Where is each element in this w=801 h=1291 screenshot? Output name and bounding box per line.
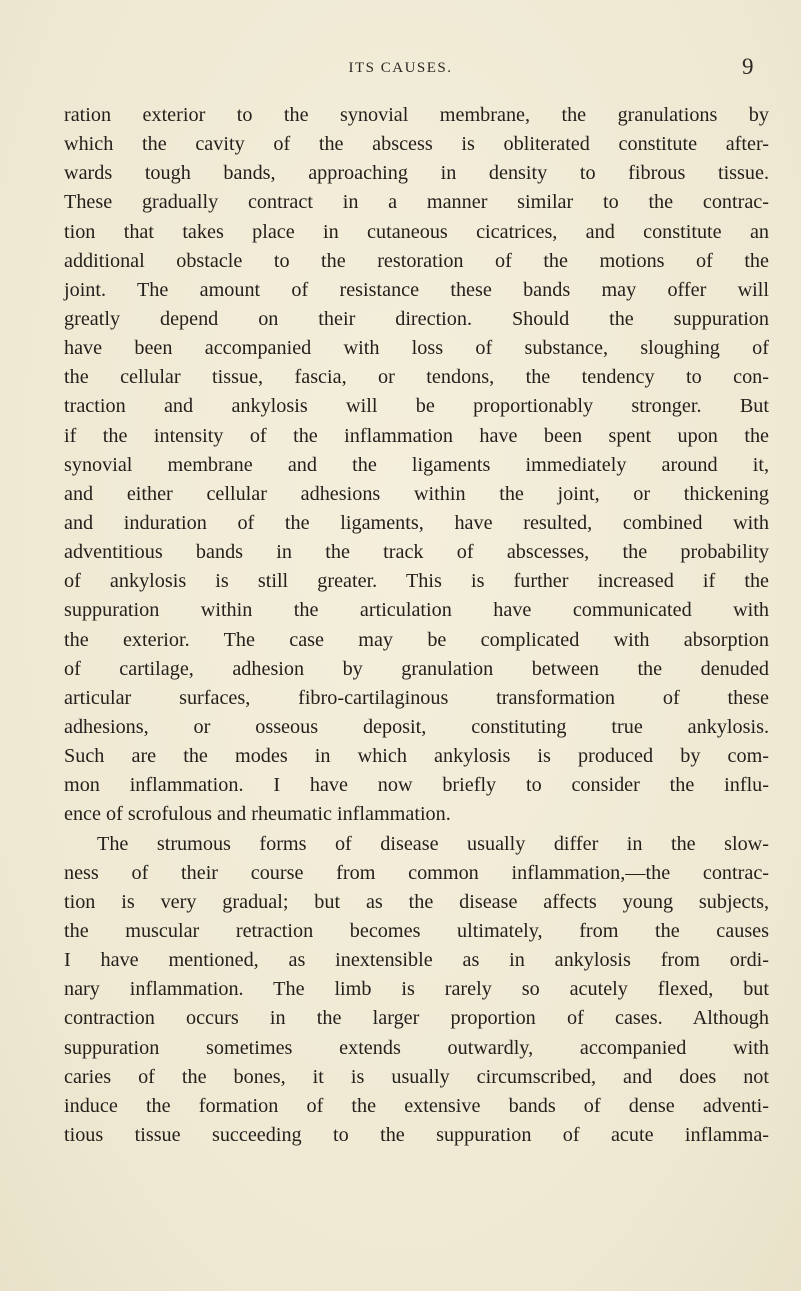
text-line: suppuration within the articulation have communicated with — [64, 599, 769, 622]
text-line: of ankylosis is still greater. This is further increased if the — [64, 570, 769, 593]
text-line: articular surfaces, fibro-cartilaginous transformation of these — [64, 686, 769, 709]
text-line: tion that takes place in cutaneous cicatrices, and constitute an — [64, 220, 769, 243]
text-line: have been accompanied with loss of substance, sloughing of — [64, 337, 769, 360]
text-line: ration exterior to the synovial membrane, the granulations by — [64, 104, 769, 126]
page-number: 9 — [742, 54, 754, 79]
text-line: Such are the modes in which ankylosis is produced by com- — [64, 745, 769, 768]
text-line: tious tissue succeeding to the suppuration of acute inflamma- — [64, 1123, 769, 1146]
text-line: the muscular retraction becomes ultimately, from the causes — [64, 919, 769, 942]
text-line: I have mentioned, as inextensible as in ankylosis from ordi- — [64, 949, 769, 972]
text-line: additional obstacle to the restoration of the motions of the — [64, 249, 769, 272]
page-header — [0, 54, 801, 84]
text-line: greatly depend on their direction. Should the suppuration — [64, 307, 769, 330]
text-line: These gradually contract in a manner similar to the contrac- — [64, 191, 769, 214]
paragraph-start-line: The strumous forms of disease usually differ in the slow- — [97, 832, 769, 855]
text-line: if the intensity of the inflammation have been spent upon the — [64, 424, 769, 447]
text-line: synovial membrane and the ligaments immediately around it, — [64, 453, 769, 476]
text-line: caries of the bones, it is usually circumscribed, and does not — [64, 1065, 769, 1088]
text-line: and induration of the ligaments, have resulted, combined with — [64, 511, 769, 534]
text-line: adhesions, or osseous deposit, constituting true ankylosis. — [64, 715, 769, 738]
text-line: traction and ankylosis will be proportionably stronger. But — [64, 395, 769, 418]
text-line: the cellular tissue, fascia, or tendons, the tendency to con- — [64, 366, 769, 389]
text-line: which the cavity of the abscess is obliterated constitute after- — [64, 133, 769, 156]
text-line: wards tough bands, approaching in density to fibrous tissue. — [64, 162, 769, 185]
text-line: adventitious bands in the track of abscesses, the probability — [64, 541, 769, 564]
text-line: nary inflammation. The limb is rarely so acutely flexed, but — [64, 978, 769, 1001]
running-title: ITS CAUSES. — [348, 60, 453, 76]
text-line: the exterior. The case may be complicated with absorption — [64, 628, 769, 651]
text-line: mon inflammation. I have now briefly to consider the influ- — [64, 774, 769, 797]
body-text — [64, 101, 769, 1150]
text-line: induce the formation of the extensive bands of dense adventi- — [64, 1094, 769, 1117]
paragraph-end-line: ence of scrofulous and rheumatic inflammation. — [64, 803, 451, 826]
text-line: and either cellular adhesions within the joint, or thickening — [64, 482, 769, 505]
text-line: tion is very gradual; but as the disease affects young subjects, — [64, 890, 769, 913]
text-line: joint. The amount of resistance these bands may offer will — [64, 278, 769, 301]
text-line: suppuration sometimes extends outwardly, accompanied with — [64, 1036, 769, 1059]
text-line: contraction occurs in the larger proportion of cases. Although — [64, 1007, 769, 1030]
text-line: ness of their course from common inflammation,—the contrac- — [64, 861, 769, 884]
text-line: of cartilage, adhesion by granulation between the denuded — [64, 657, 769, 680]
